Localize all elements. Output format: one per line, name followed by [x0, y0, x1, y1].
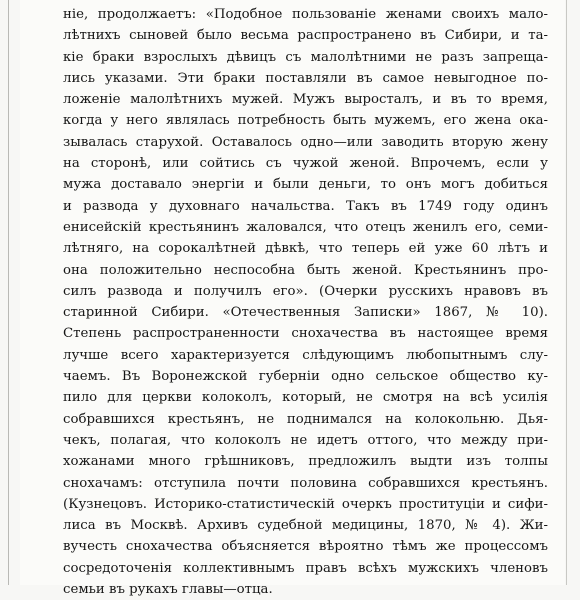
text-line: и развода у духовнаго начальства. Такъ въ 1749 году одинъ	[63, 198, 548, 214]
text-line: сосредоточенія коллективнымъ правъ всѣхъ мужскихъ членовъ	[63, 560, 548, 576]
text-line: лѣтнихъ сыновей было весьма распространено въ Сибири, и та-	[63, 28, 548, 44]
text-line: чаемъ. Въ Воронежской губерніи одно сельское общество ку-	[63, 369, 548, 385]
text-line: собравшихся крестьянъ, не поднимался на колокольню. Дья-	[63, 411, 548, 427]
text-line: семьи въ рукахъ главы—отца.	[63, 582, 273, 598]
text-line: вучесть снохачества объясняется вѣроятно тѣмъ же процессомъ	[63, 539, 548, 555]
text-line: кіе браки взрослыхъ дѣвицъ съ малолѣтними не разъ запреща-	[63, 49, 548, 65]
text-line: силъ развода и получилъ его». (Очерки русскихъ нравовъ въ	[63, 283, 548, 299]
text-line: лѣтняго, на сорокалѣтней дѣвкѣ, что теперь ей уже 60 лѣтъ и	[63, 241, 548, 257]
text-line: ніе, продолжаетъ: «Подобное пользованіе женами своихъ мало-	[63, 7, 548, 22]
text-line: пило для церкви колоколъ, который, не смотря на всѣ усилія	[63, 390, 548, 406]
text-line: (Кузнецовъ. Историко-статистическій очеркъ проституціи и сифи-	[63, 496, 548, 512]
text-line: когда у него являлась потребность быть мужемъ, его жена ока-	[63, 113, 548, 129]
text-line: снохачамъ: отступила почти половина собравшихся крестьянъ.	[63, 475, 548, 491]
page-right-edge	[566, 0, 567, 585]
text-line: на сторонѣ, или сойтись съ чужой женой. Впрочемъ, если у	[63, 156, 548, 172]
text-line: чекъ, полагая, что колоколъ не идетъ оттого, что между при-	[63, 432, 548, 448]
body-text	[63, 4, 548, 600]
text-line: мужа доставало энергіи и были деньги, то онъ могъ добиться	[63, 177, 548, 193]
page-left-edge	[8, 0, 9, 585]
text-line: она положительно неспособна быть женой. Крестьянинъ про-	[63, 262, 548, 278]
text-line: енисейскій крестьянинъ жаловался, что отецъ женилъ его, семи-	[63, 219, 548, 235]
text-line: ложеніе малолѣтнихъ мужей. Мужъ выросталъ, и въ то время,	[63, 92, 548, 108]
text-line: лись указами. Эти браки поставляли въ самое невыгодное по-	[63, 70, 548, 86]
text-line: лучше всего характеризуется слѣдующимъ любопытнымъ слу-	[63, 347, 548, 363]
text-line: Степень распространенности снохачества въ настоящее время	[63, 326, 548, 342]
text-line: лиса въ Москвѣ. Архивъ судебной медицины, 1870, № 4). Жи-	[63, 518, 548, 534]
text-line: зывалась старухой. Оставалось одно—или заводить вторую жену	[63, 134, 548, 150]
text-line: старинной Сибири. «Отечественныя Записки» 1867, № 10).	[63, 305, 548, 321]
text-line: хожанами много грѣшниковъ, предложилъ выдти изъ толпы	[63, 454, 548, 470]
